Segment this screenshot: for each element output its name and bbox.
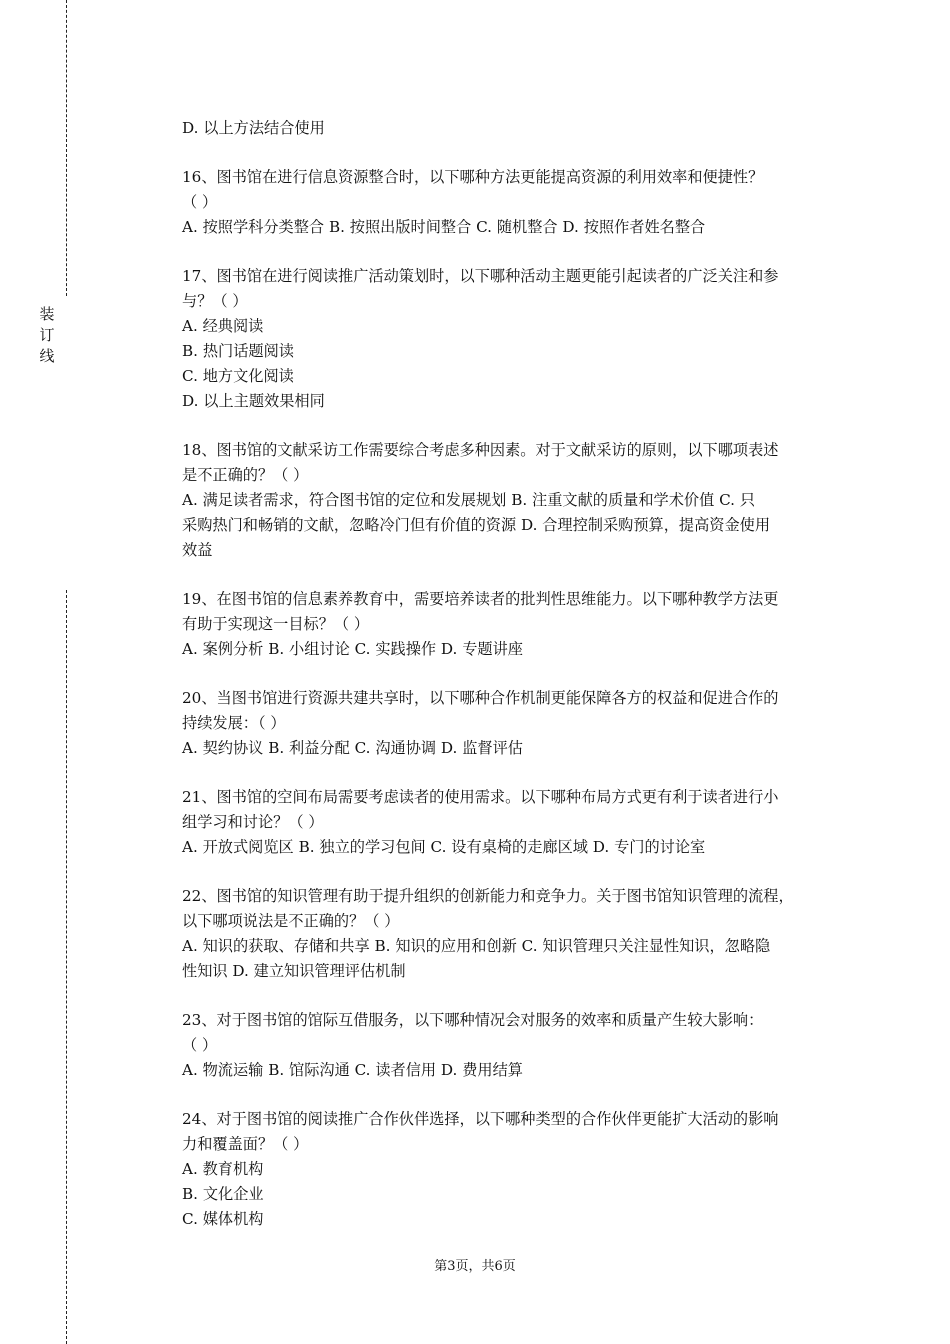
question-block <box>182 1107 842 1232</box>
question-text-line: C. 媒体机构 <box>182 1210 264 1228</box>
question-block <box>182 884 842 984</box>
question-text-line: B. 文化企业 <box>182 1185 264 1203</box>
question-text-line: 19、在图书馆的信息素养教育中，需要培养读者的批判性思维能力。以下哪种教学方法更 <box>182 590 779 608</box>
question-text-line: 18、图书馆的文献采访工作需要综合考虑多种因素。对于文献采访的原则，以下哪项表述 <box>182 441 779 459</box>
question-spacer <box>182 761 842 785</box>
question-text-line: A. 开放式阅览区 B. 独立的学习包间 C. 设有桌椅的走廊区域 D. 专门的讨论室 <box>182 838 706 856</box>
question-text-line: 有助于实现这一目标？（ ） <box>182 615 370 633</box>
question-text-line: A. 知识的获取、存储和共享 B. 知识的应用和创新 C. 知识管理只关注显性知识，忽略隐 <box>182 937 771 955</box>
binding-dashed-line-top <box>66 0 67 296</box>
question-text-line: A. 物流运输 B. 馆际沟通 C. 读者信用 D. 费用结算 <box>182 1061 523 1079</box>
question-spacer <box>182 662 842 686</box>
question-spacer <box>182 240 842 264</box>
binding-char: 订 <box>39 326 55 344</box>
question-spacer <box>182 414 842 438</box>
question-text-line: A. 契约协议 B. 利益分配 C. 沟通协调 D. 监督评估 <box>182 739 523 757</box>
question-block <box>182 165 842 240</box>
question-text-line: 以下哪项说法是不正确的？（ ） <box>182 912 400 930</box>
question-text-line: 组学习和讨论？（ ） <box>182 813 324 831</box>
question-spacer <box>182 563 842 587</box>
question-text-line: （ ） <box>182 193 218 211</box>
question-spacer <box>182 860 842 884</box>
binding-label <box>36 304 58 367</box>
question-text-line: D. 以上方法结合使用 <box>182 119 325 137</box>
question-text-line: B. 热门话题阅读 <box>182 342 294 360</box>
question-spacer <box>182 141 842 165</box>
question-text-line: 持续发展：（ ） <box>182 714 286 732</box>
question-text-line: 17、图书馆在进行阅读推广活动策划时，以下哪种活动主题更能引起读者的广泛关注和参 <box>182 267 779 285</box>
question-text-line: A. 教育机构 <box>182 1160 264 1178</box>
question-text-line: 24、对于图书馆的阅读推广合作伙伴选择，以下哪种类型的合作伙伴更能扩大活动的影响 <box>182 1110 779 1128</box>
question-text-line: 23、对于图书馆的馆际互借服务，以下哪种情况会对服务的效率和质量产生较大影响： <box>182 1011 764 1029</box>
question-text-line: 21、图书馆的空间布局需要考虑读者的使用需求。以下哪种布局方式更有利于读者进行小 <box>182 788 779 806</box>
question-text-line: A. 按照学科分类整合 B. 按照出版时间整合 C. 随机整合 D. 按照作者姓名整合 <box>182 218 706 236</box>
question-text-line: （ ） <box>182 1036 218 1054</box>
question-block <box>182 686 842 761</box>
question-list <box>182 116 842 1232</box>
question-text-line: 采购热门和畅销的文献，忽略冷门但有价值的资源 D. 合理控制采购预算，提高资金使用 <box>182 516 771 534</box>
question-text-line: 力和覆盖面？（ ） <box>182 1135 309 1153</box>
question-spacer <box>182 984 842 1008</box>
question-text-line: 是不正确的？（ ） <box>182 466 309 484</box>
question-text-line: A. 满足读者需求，符合图书馆的定位和发展规划 B. 注重文献的质量和学术价值 C. 只 <box>182 491 756 509</box>
question-text-line: 20、当图书馆进行资源共建共享时，以下哪种合作机制更能保障各方的权益和促进合作的 <box>182 689 779 707</box>
question-text-line: 性知识 D. 建立知识管理评估机制 <box>182 962 406 980</box>
question-block <box>182 1008 842 1083</box>
question-text-line: 效益 <box>182 541 213 559</box>
question-text-line: A. 经典阅读 <box>182 317 264 335</box>
question-text-line: 与？（ ） <box>182 292 248 310</box>
binding-char: 线 <box>39 347 55 365</box>
question-text-line: A. 案例分析 B. 小组讨论 C. 实践操作 D. 专题讲座 <box>182 640 523 658</box>
question-block <box>182 116 842 141</box>
question-block <box>182 587 842 662</box>
question-block <box>182 264 842 414</box>
page-footer: 第3页，共6页 <box>434 1259 516 1274</box>
question-text-line: 16、图书馆在进行信息资源整合时，以下哪种方法更能提高资源的利用效率和便捷性？ <box>182 168 764 186</box>
question-text-line: C. 地方文化阅读 <box>182 367 294 385</box>
question-block <box>182 438 842 563</box>
question-text-line: D. 以上主题效果相同 <box>182 392 325 410</box>
binding-dashed-line-bottom <box>66 590 67 1344</box>
question-spacer <box>182 1083 842 1107</box>
question-block <box>182 785 842 860</box>
question-text-line: 22、图书馆的知识管理有助于提升组织的创新能力和竞争力。关于图书馆知识管理的流程， <box>182 887 794 905</box>
binding-char: 装 <box>39 305 55 323</box>
